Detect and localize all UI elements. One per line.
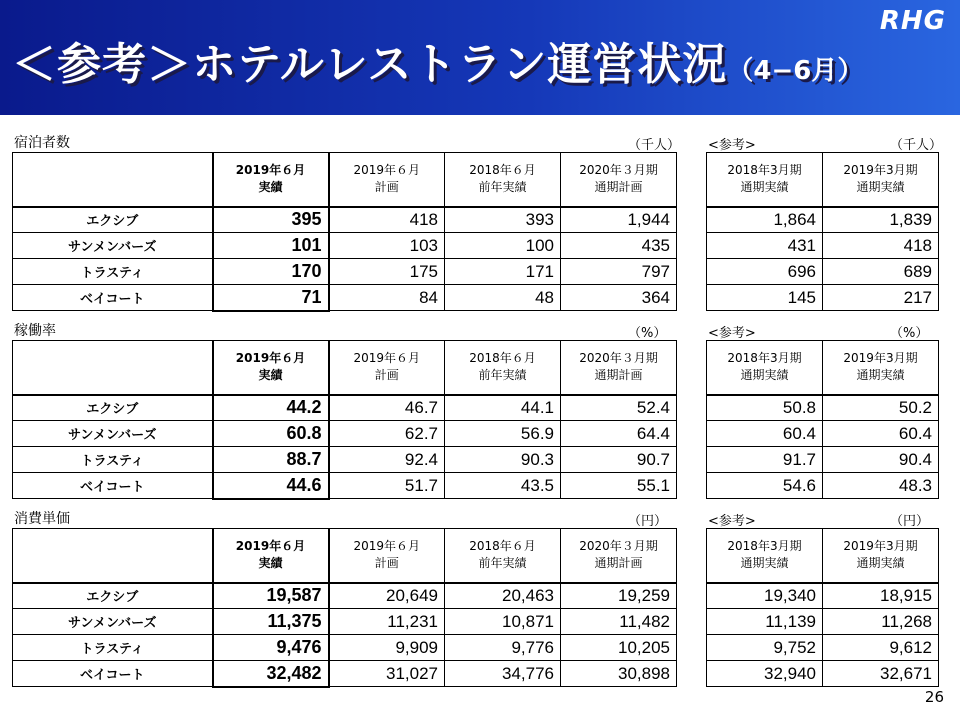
header-blank-cell: [13, 341, 213, 395]
table-row: [707, 609, 939, 635]
reference-value-cell: 1,864: [707, 207, 823, 233]
column-header: [213, 529, 329, 583]
reference-table: [706, 152, 939, 311]
row-name: ベイコート: [13, 473, 213, 499]
table-row: [707, 635, 939, 661]
value-cell: 100: [445, 233, 561, 259]
value-cell: 44.1: [445, 395, 561, 421]
table-header-row: [13, 153, 677, 207]
value-cell: 92.4: [329, 447, 445, 473]
table-row: [13, 421, 677, 447]
actual-value-cell: 19,587: [213, 583, 329, 609]
column-header-line2: 通期実績: [740, 180, 789, 195]
row-name: ベイコート: [13, 285, 213, 311]
table-header-row: [707, 529, 939, 583]
table-row: [13, 661, 677, 687]
value-cell: 31,027: [329, 661, 445, 687]
actual-value-cell: 11,375: [213, 609, 329, 635]
column-header: [561, 341, 677, 395]
column-header: [329, 153, 445, 207]
value-cell: 90.3: [445, 447, 561, 473]
value-cell: 393: [445, 207, 561, 233]
reference-value-cell: 11,268: [823, 609, 939, 635]
column-header: [445, 153, 561, 207]
page-title: ＜参考＞ホテルレストラン運営状況（4−6月）: [12, 39, 864, 90]
table-row: [13, 473, 677, 499]
value-cell: 51.7: [329, 473, 445, 499]
reference-value-cell: 50.2: [823, 395, 939, 421]
reference-value-cell: 18,915: [823, 583, 939, 609]
actual-value-cell: 170: [213, 259, 329, 285]
section-unit: （%）: [628, 326, 667, 341]
value-cell: 34,776: [445, 661, 561, 687]
table-row: [13, 447, 677, 473]
reference-value-cell: 431: [707, 233, 823, 259]
row-name: トラスティ: [13, 635, 213, 661]
column-header-line1: 2019年６月: [235, 539, 306, 554]
column-header: [823, 153, 939, 207]
value-cell: 62.7: [329, 421, 445, 447]
table-row: [13, 259, 677, 285]
section-label: 宿泊者数: [14, 135, 70, 151]
row-name: トラスティ: [13, 447, 213, 473]
reference-table: [706, 528, 939, 687]
value-cell: 9,776: [445, 635, 561, 661]
value-cell: 171: [445, 259, 561, 285]
table-row: [13, 609, 677, 635]
reference-value-cell: 217: [823, 285, 939, 311]
reference-value-cell: 9,752: [707, 635, 823, 661]
reference-unit: （%）: [890, 326, 929, 341]
reference-value-cell: 60.4: [823, 421, 939, 447]
reference-value-cell: 1,839: [823, 207, 939, 233]
column-header-line1: 2018年６月: [469, 351, 536, 366]
main-table: [12, 152, 677, 312]
reference-unit: （円）: [890, 514, 930, 529]
reference-table: [706, 340, 939, 499]
table-row: [707, 447, 939, 473]
value-cell: 11,482: [561, 609, 677, 635]
column-header: [707, 153, 823, 207]
table-row: [707, 583, 939, 609]
actual-value-cell: 395: [213, 207, 329, 233]
column-header: [213, 341, 329, 395]
table-row: [707, 661, 939, 687]
value-cell: 1,944: [561, 207, 677, 233]
reference-value-cell: 60.4: [707, 421, 823, 447]
column-header-line1: 2018年3月期: [727, 163, 802, 178]
section-label: 稼働率: [14, 323, 56, 339]
table-row: [13, 233, 677, 259]
row-name: エクシブ: [13, 207, 213, 233]
header-blank-cell: [13, 529, 213, 583]
company-logo: RHG: [879, 6, 946, 36]
column-header-line1: 2019年3月期: [843, 163, 918, 178]
value-cell: 30,898: [561, 661, 677, 687]
column-header-line1: 2019年６月: [235, 163, 306, 178]
value-cell: 55.1: [561, 473, 677, 499]
actual-value-cell: 32,482: [213, 661, 329, 687]
table-header-row: [13, 529, 677, 583]
main-table: [12, 340, 677, 500]
actual-value-cell: 60.8: [213, 421, 329, 447]
column-header-line1: 2019年６月: [353, 351, 421, 366]
column-header-line2: 計画: [374, 180, 399, 195]
reference-value-cell: 32,671: [823, 661, 939, 687]
row-name: エクシブ: [13, 583, 213, 609]
column-header-line2: 通期実績: [740, 368, 789, 383]
page-number: 26: [924, 688, 944, 706]
column-header-line2: 前年実績: [478, 180, 527, 195]
row-name: サンメンバーズ: [13, 233, 213, 259]
value-cell: 90.7: [561, 447, 677, 473]
row-name: エクシブ: [13, 395, 213, 421]
row-name: サンメンバーズ: [13, 609, 213, 635]
table-header-row: [707, 341, 939, 395]
column-header-line1: 2019年６月: [353, 539, 421, 554]
reference-label: <参考>: [708, 138, 756, 153]
value-cell: 19,259: [561, 583, 677, 609]
actual-value-cell: 44.6: [213, 473, 329, 499]
reference-value-cell: 91.7: [707, 447, 823, 473]
column-header-line2: 前年実績: [478, 368, 527, 383]
column-header: [561, 529, 677, 583]
column-header: [213, 153, 329, 207]
table-row: [707, 421, 939, 447]
reference-label: <参考>: [708, 326, 756, 341]
column-header-line2: 通期実績: [856, 556, 905, 571]
value-cell: 52.4: [561, 395, 677, 421]
column-header-line1: 2018年3月期: [727, 351, 802, 366]
table-row: [13, 285, 677, 311]
column-header-line1: 2020年３月期: [579, 539, 658, 554]
reference-value-cell: 418: [823, 233, 939, 259]
table-row: [707, 473, 939, 499]
actual-value-cell: 101: [213, 233, 329, 259]
table-row: [13, 207, 677, 233]
value-cell: 46.7: [329, 395, 445, 421]
column-header-line2: 実績: [258, 368, 283, 383]
column-header-line2: 計画: [374, 556, 399, 571]
section-label: 消費単価: [14, 511, 70, 527]
value-cell: 11,231: [329, 609, 445, 635]
column-header-line2: 通期実績: [856, 180, 905, 195]
reference-value-cell: 696: [707, 259, 823, 285]
main-table: [12, 528, 677, 688]
column-header: [823, 341, 939, 395]
value-cell: 103: [329, 233, 445, 259]
row-name: ベイコート: [13, 661, 213, 687]
table-row: [13, 395, 677, 421]
column-header-line1: 2020年３月期: [579, 351, 658, 366]
reference-value-cell: 32,940: [707, 661, 823, 687]
actual-value-cell: 88.7: [213, 447, 329, 473]
column-header-line1: 2019年3月期: [843, 539, 918, 554]
column-header-line2: 前年実績: [478, 556, 527, 571]
column-header-line1: 2018年3月期: [727, 539, 802, 554]
column-header-line1: 2020年３月期: [579, 163, 658, 178]
column-header: [445, 341, 561, 395]
reference-value-cell: 19,340: [707, 583, 823, 609]
value-cell: 9,909: [329, 635, 445, 661]
column-header-line1: 2018年６月: [469, 163, 536, 178]
value-cell: 56.9: [445, 421, 561, 447]
column-header: [329, 341, 445, 395]
table-row: [707, 207, 939, 233]
value-cell: 48: [445, 285, 561, 311]
table-row: [13, 635, 677, 661]
header-blank-cell: [13, 153, 213, 207]
column-header: [707, 341, 823, 395]
reference-value-cell: 90.4: [823, 447, 939, 473]
value-cell: 20,649: [329, 583, 445, 609]
reference-value-cell: 54.6: [707, 473, 823, 499]
table-row: [707, 233, 939, 259]
value-cell: 797: [561, 259, 677, 285]
column-header-line2: 通期計画: [594, 180, 643, 195]
header-banner: [0, 0, 960, 115]
column-header-line2: 通期実績: [740, 556, 789, 571]
value-cell: 418: [329, 207, 445, 233]
column-header-line2: 実績: [258, 556, 283, 571]
table-row: [13, 583, 677, 609]
column-header-line1: 2019年６月: [353, 163, 421, 178]
value-cell: 64.4: [561, 421, 677, 447]
column-header-line2: 通期計画: [594, 556, 643, 571]
column-header: [561, 153, 677, 207]
table-row: [707, 285, 939, 311]
value-cell: 364: [561, 285, 677, 311]
column-header-line1: 2019年６月: [235, 351, 306, 366]
actual-value-cell: 71: [213, 285, 329, 311]
actual-value-cell: 9,476: [213, 635, 329, 661]
row-name: サンメンバーズ: [13, 421, 213, 447]
section-unit: （円）: [628, 514, 668, 529]
reference-value-cell: 689: [823, 259, 939, 285]
column-header-line2: 計画: [374, 368, 399, 383]
column-header: [823, 529, 939, 583]
row-name: トラスティ: [13, 259, 213, 285]
value-cell: 84: [329, 285, 445, 311]
reference-value-cell: 50.8: [707, 395, 823, 421]
column-header-line1: 2019年3月期: [843, 351, 918, 366]
column-header: [445, 529, 561, 583]
column-header-line2: 実績: [258, 180, 283, 195]
reference-value-cell: 145: [707, 285, 823, 311]
column-header-line2: 通期実績: [856, 368, 905, 383]
column-header-line1: 2018年６月: [469, 539, 536, 554]
reference-value-cell: 9,612: [823, 635, 939, 661]
reference-value-cell: 48.3: [823, 473, 939, 499]
column-header-line2: 通期計画: [594, 368, 643, 383]
value-cell: 43.5: [445, 473, 561, 499]
page-subtitle: （4−6月）: [727, 56, 864, 86]
reference-value-cell: 11,139: [707, 609, 823, 635]
table-header-row: [13, 341, 677, 395]
value-cell: 20,463: [445, 583, 561, 609]
reference-unit: （千人）: [890, 138, 943, 153]
value-cell: 435: [561, 233, 677, 259]
actual-value-cell: 44.2: [213, 395, 329, 421]
table-row: [707, 395, 939, 421]
value-cell: 10,205: [561, 635, 677, 661]
table-header-row: [707, 153, 939, 207]
column-header: [329, 529, 445, 583]
column-header: [707, 529, 823, 583]
table-row: [707, 259, 939, 285]
section-unit: （千人）: [628, 138, 681, 153]
reference-label: <参考>: [708, 514, 756, 529]
value-cell: 10,871: [445, 609, 561, 635]
value-cell: 175: [329, 259, 445, 285]
